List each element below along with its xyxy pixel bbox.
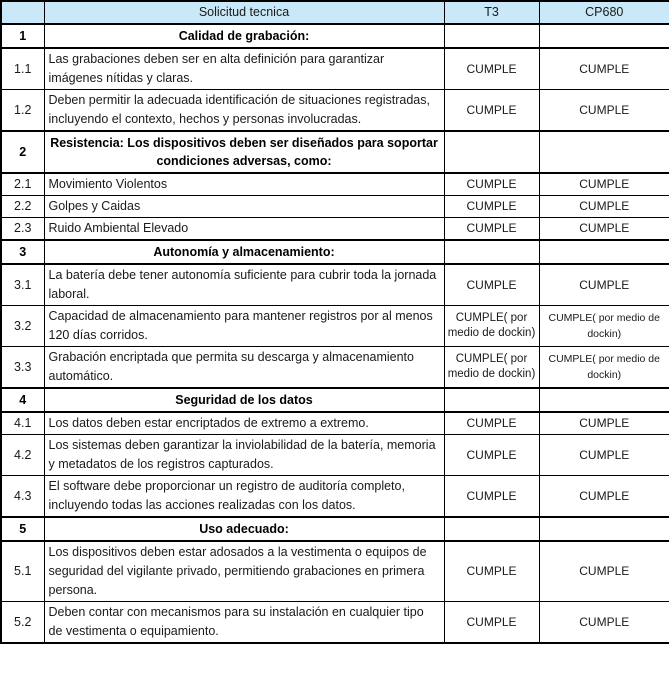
t3-value-cell: CUMPLE	[444, 90, 539, 132]
cp680-value-cell: CUMPLE	[539, 602, 669, 644]
table-row	[1, 412, 669, 435]
t3-value-cell	[444, 131, 539, 173]
section-row	[1, 388, 669, 412]
cp680-value-cell: CUMPLE	[539, 264, 669, 306]
requirement-cell: Deben contar con mecanismos para su instalación en cualquier tipo de vestimenta o equipamiento.	[44, 602, 444, 644]
cp680-value-cell	[539, 131, 669, 173]
t3-value-cell: CUMPLE	[444, 218, 539, 241]
row-number-cell: 1	[1, 24, 44, 48]
t3-value-cell: CUMPLE( por medio de dockin)	[444, 347, 539, 389]
requirement-cell: Autonomía y almacenamiento:	[44, 240, 444, 264]
cp680-value-cell: CUMPLE	[539, 218, 669, 241]
t3-value-cell: CUMPLE	[444, 476, 539, 518]
section-row	[1, 24, 669, 48]
requirement-cell: Ruido Ambiental Elevado	[44, 218, 444, 241]
table-row	[1, 435, 669, 476]
table-row	[1, 264, 669, 306]
requirement-cell: Golpes y Caidas	[44, 196, 444, 218]
t3-value-cell: CUMPLE	[444, 412, 539, 435]
t3-value-cell: CUMPLE	[444, 602, 539, 644]
row-number-cell: 3	[1, 240, 44, 264]
cp680-value-cell	[539, 24, 669, 48]
table-row	[1, 196, 669, 218]
cp680-value-cell: CUMPLE( por medio de dockin)	[539, 306, 669, 347]
table-body	[1, 24, 669, 643]
row-number-cell: 4.3	[1, 476, 44, 518]
row-number-cell: 3.1	[1, 264, 44, 306]
t3-value-cell: CUMPLE	[444, 541, 539, 602]
t3-value-cell: CUMPLE	[444, 48, 539, 90]
t3-value-cell	[444, 388, 539, 412]
cp680-value-cell: CUMPLE	[539, 173, 669, 196]
t3-value-cell	[444, 517, 539, 541]
t3-value-cell: CUMPLE	[444, 173, 539, 196]
table-row	[1, 541, 669, 602]
row-number-cell: 2.1	[1, 173, 44, 196]
row-number-cell: 5	[1, 517, 44, 541]
cp680-value-cell: CUMPLE	[539, 48, 669, 90]
header-t3-cell: T3	[444, 1, 539, 24]
requirement-cell: Los datos deben estar encriptados de extremo a extremo.	[44, 412, 444, 435]
cp680-value-cell: CUMPLE	[539, 196, 669, 218]
row-number-cell: 2.3	[1, 218, 44, 241]
requirement-cell: Resistencia: Los dispositivos deben ser diseñados para soportar condiciones adversas, como:	[44, 131, 444, 173]
table-header-row	[1, 1, 669, 24]
cp680-value-cell	[539, 240, 669, 264]
requirement-cell: Capacidad de almacenamiento para mantener registros por al menos 120 días corridos.	[44, 306, 444, 347]
requirement-cell: Movimiento Violentos	[44, 173, 444, 196]
cp680-value-cell: CUMPLE	[539, 90, 669, 132]
table-row	[1, 218, 669, 241]
row-number-cell: 3.3	[1, 347, 44, 389]
requirement-cell: Deben permitir la adecuada identificación de situaciones registradas, incluyendo el contexto, hechos y personas involucradas.	[44, 90, 444, 132]
row-number-cell: 5.2	[1, 602, 44, 644]
header-cp680-cell: CP680	[539, 1, 669, 24]
requirement-cell: Calidad de grabación:	[44, 24, 444, 48]
requirement-cell: El software debe proporcionar un registro de auditoría completo, incluyendo todas las acciones realizadas con los datos.	[44, 476, 444, 518]
row-number-cell: 1.1	[1, 48, 44, 90]
row-number-cell: 2	[1, 131, 44, 173]
section-row	[1, 240, 669, 264]
cp680-value-cell: CUMPLE	[539, 476, 669, 518]
row-number-cell: 4	[1, 388, 44, 412]
table-row	[1, 347, 669, 389]
cp680-value-cell: CUMPLE( por medio de dockin)	[539, 347, 669, 389]
table-row	[1, 476, 669, 518]
requirement-cell: Grabación encriptada que permita su descarga y almacenamiento automático.	[44, 347, 444, 389]
table-row	[1, 90, 669, 132]
t3-value-cell: CUMPLE	[444, 264, 539, 306]
row-number-cell: 5.1	[1, 541, 44, 602]
t3-value-cell: CUMPLE	[444, 435, 539, 476]
t3-value-cell	[444, 240, 539, 264]
requirement-cell: Seguridad de los datos	[44, 388, 444, 412]
row-number-cell: 1.2	[1, 90, 44, 132]
row-number-cell: 3.2	[1, 306, 44, 347]
cp680-value-cell: CUMPLE	[539, 412, 669, 435]
cp680-value-cell	[539, 388, 669, 412]
requirement-cell: Uso adecuado:	[44, 517, 444, 541]
cp680-value-cell: CUMPLE	[539, 541, 669, 602]
requirement-cell: La batería debe tener autonomía suficiente para cubrir toda la jornada laboral.	[44, 264, 444, 306]
row-number-cell: 4.2	[1, 435, 44, 476]
section-row	[1, 517, 669, 541]
cp680-value-cell: CUMPLE	[539, 435, 669, 476]
t3-value-cell: CUMPLE	[444, 196, 539, 218]
requirement-cell: Los sistemas deben garantizar la inviolabilidad de la batería, memoria y metadatos de los registros capturados.	[44, 435, 444, 476]
row-number-cell: 2.2	[1, 196, 44, 218]
requirement-cell: Las grabaciones deben ser en alta definición para garantizar imágenes nítidas y claras.	[44, 48, 444, 90]
requirement-cell: Los dispositivos deben estar adosados a la vestimenta o equipos de seguridad del vigilante privado, permitiendo grabaciones en primera persona.	[44, 541, 444, 602]
table-row	[1, 602, 669, 644]
header-number-cell	[1, 1, 44, 24]
row-number-cell: 4.1	[1, 412, 44, 435]
table-row	[1, 306, 669, 347]
table-row	[1, 173, 669, 196]
t3-value-cell	[444, 24, 539, 48]
header-solicitud-tecnica-cell: Solicitud tecnica	[44, 1, 444, 24]
section-row	[1, 131, 669, 173]
t3-value-cell: CUMPLE( por medio de dockin)	[444, 306, 539, 347]
cp680-value-cell	[539, 517, 669, 541]
table-row	[1, 48, 669, 90]
